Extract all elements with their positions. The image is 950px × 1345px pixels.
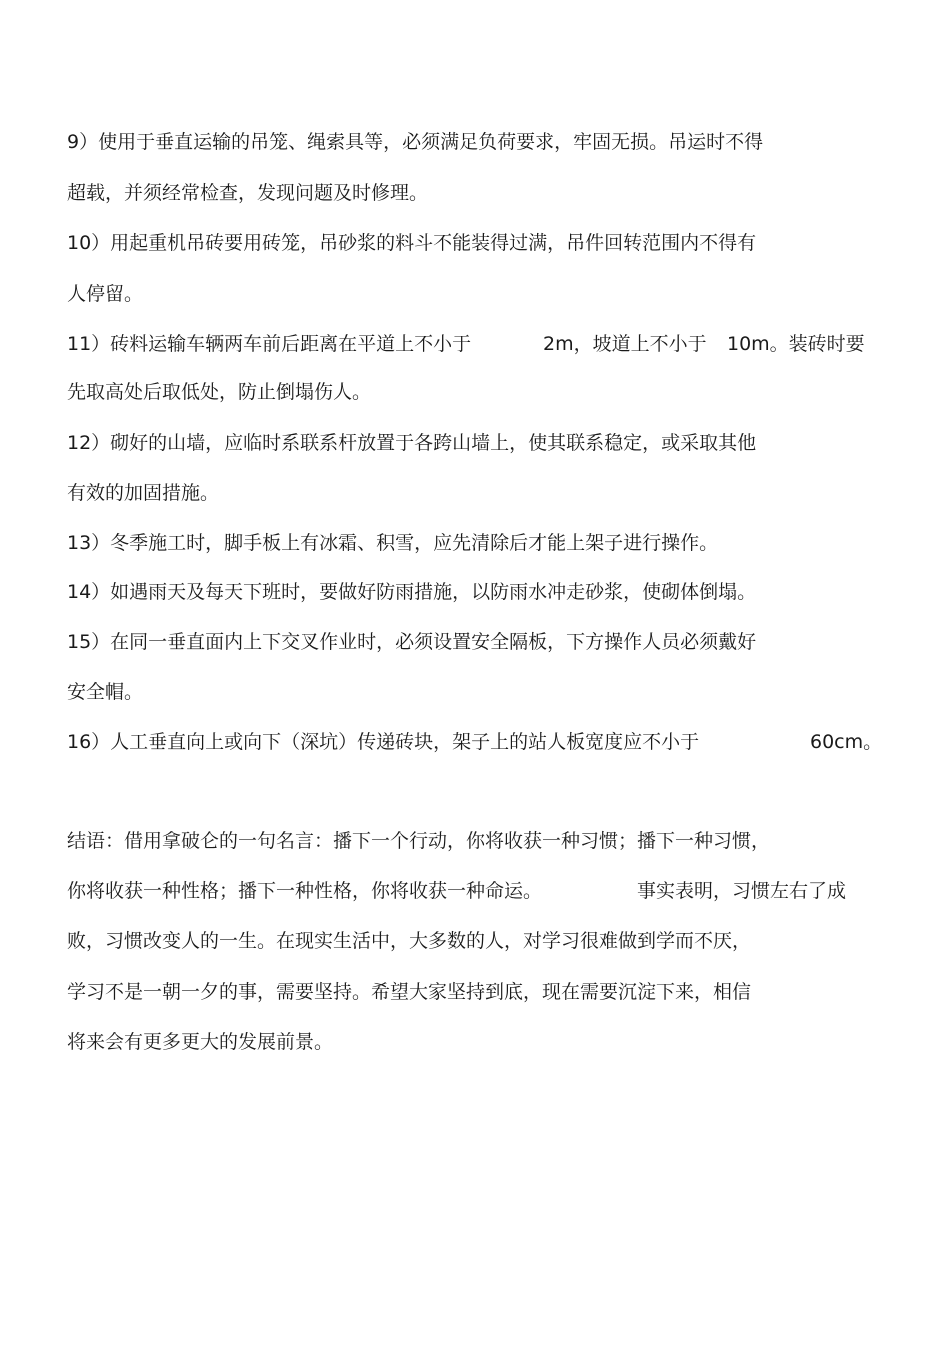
conclusion-line-4: 学习不是一朝一夕的事，需要坚持。希望大家坚持到底，现在需要沉淀下来，相信 bbox=[67, 981, 752, 1003]
item-13-line-1: 13）冬季施工时，脚手板上有冰霜、积雪，应先清除后才能上架子进行操作。 bbox=[67, 532, 719, 554]
item-11-line-1-part-2: 2m，坡道上不小于 bbox=[543, 333, 707, 355]
conclusion-line-3: 败，习惯改变人的一生。在现实生活中，大多数的人，对学习很难做到学而不厌， bbox=[67, 930, 752, 952]
item-10-line-2: 人停留。 bbox=[67, 283, 144, 305]
conclusion-line-1: 结语：借用拿破仑的一句名言：播下一个行动，你将收获一种习惯；播下一种习惯， bbox=[67, 830, 771, 852]
item-9-line-2: 超载，并须经常检查，发现问题及时修理。 bbox=[67, 182, 429, 204]
item-12-line-2: 有效的加固措施。 bbox=[67, 482, 220, 504]
item-10-line-1: 10）用起重机吊砖要用砖笼，吊砂浆的料斗不能装得过满，吊件回转范围内不得有 bbox=[67, 232, 757, 254]
item-11-line-2: 先取高处后取低处，防止倒塌伤人。 bbox=[67, 381, 372, 403]
item-14-line-1: 14）如遇雨天及每天下班时，要做好防雨措施，以防雨水冲走砂浆，使砌体倒塌。 bbox=[67, 581, 757, 603]
item-12-line-1: 12）砌好的山墙，应临时系联系杆放置于各跨山墙上，使其联系稳定，或采取其他 bbox=[67, 432, 757, 454]
conclusion-line-2-part-1: 你将收获一种性格；播下一种性格，你将收获一种命运。 bbox=[67, 880, 543, 902]
conclusion-line-5: 将来会有更多更大的发展前景。 bbox=[67, 1031, 334, 1053]
item-16-line-1-part-2: 60cm。 bbox=[810, 731, 883, 753]
conclusion-line-2-part-2: 事实表明，习惯左右了成 bbox=[637, 880, 847, 902]
item-15-line-2: 安全帽。 bbox=[67, 681, 144, 703]
item-15-line-1: 15）在同一垂直面内上下交叉作业时，必须设置安全隔板，下方操作人员必须戴好 bbox=[67, 631, 757, 653]
item-9-line-1: 9）使用于垂直运输的吊笼、绳索具等，必须满足负荷要求，牢固无损。吊运时不得 bbox=[67, 131, 764, 153]
item-11-line-1-part-3: 10m。装砖时要 bbox=[727, 333, 865, 355]
item-16-line-1-part-1: 16）人工垂直向上或向下（深坑）传递砖块，架子上的站人板宽度应不小于 bbox=[67, 731, 700, 753]
item-11-line-1-part-1: 11）砖料运输车辆两车前后距离在平道上不小于 bbox=[67, 333, 472, 355]
